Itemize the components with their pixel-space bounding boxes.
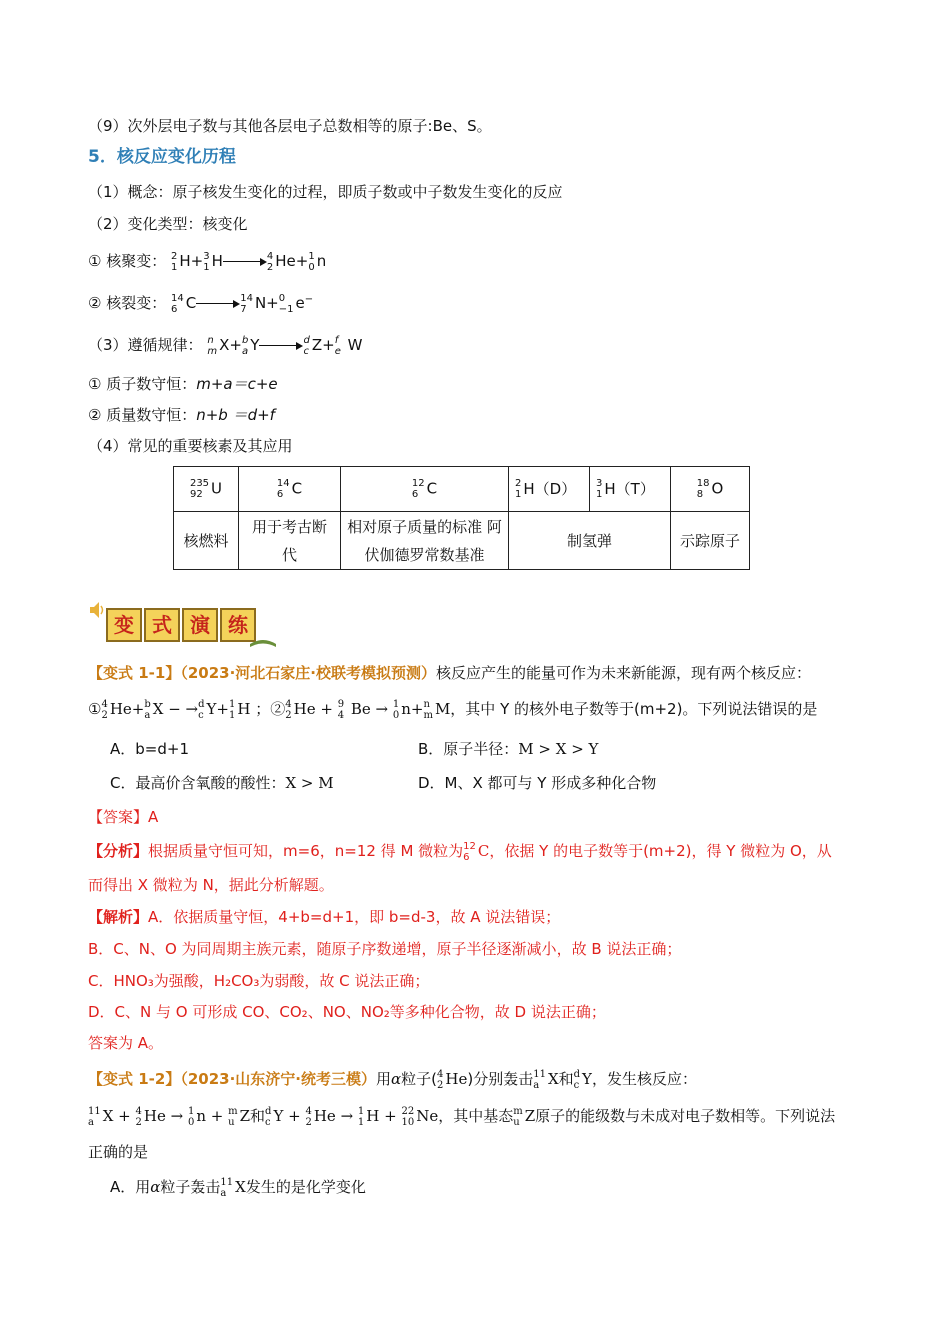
speaker-icon bbox=[88, 600, 108, 620]
variant-1-2-stem: 【变式 1-2】（2023·山东济宁·统考三模）用α粒子(4 2 He)分别轰击11 a X和d c Y，发生核反应： bbox=[88, 1068, 697, 1091]
table-cell: 用于考古断代 bbox=[239, 512, 341, 570]
v11-analysis-cont: 而得出 X 微粒为 N，据此分析解题。 bbox=[88, 876, 334, 894]
table-header-cell: 14 6 C bbox=[239, 467, 341, 512]
v11-option-c: C．最高价含氧酸的酸性：X > M bbox=[110, 774, 334, 792]
table-header-cell: 12 6 C bbox=[341, 467, 509, 512]
common-nuclides-label: （4）常见的重要核素及其应用 bbox=[88, 437, 293, 455]
v11-analysis: 【分析】根据质量守恒可知，m=6，n=12 得 M 微粒为12 6 C，依据 Y 的电子数等于(m+2)，得 Y 微粒为 O，从 bbox=[88, 840, 832, 863]
banner-char: 式 bbox=[144, 608, 180, 642]
fusion-equation: ① 核聚变： 2 1 H+3 1 H 4 2 He+1 0 n bbox=[88, 250, 327, 273]
table-cell: 制氢弹 bbox=[509, 512, 671, 570]
variant-1-1-equations: ①4 2 He+b a X − →d c Y+1 1 H ；②4 2 He + 9 4 Be → 1 0 n+n m M，其中 Y 的核外电子数等于(m+2)。下列说法错误的是 bbox=[88, 699, 818, 721]
v11-final: 答案为 A。 bbox=[88, 1034, 164, 1052]
banner-char: 练 bbox=[220, 608, 256, 642]
table-header-cell: 235 92 U bbox=[174, 467, 239, 512]
variant-1-1-stem: 【变式 1-1】（2023·河北石家庄·校联考模拟预测）核反应产生的能量可作为未来新能源，现有两个核反应： bbox=[88, 664, 811, 682]
rule-equation: （3）遵循规律： n m X+b a Y d c Z+f e W bbox=[88, 334, 363, 357]
v11-explain-a: 【解析】A．依据质量守恒，4+b=d+1，即 b=d-3，故 A 说法错误； bbox=[88, 908, 561, 926]
nuclide-table bbox=[173, 466, 750, 570]
mass-rule: ② 质量数守恒：n+b ＝d+f bbox=[88, 406, 275, 424]
table-cell: 示踪原子 bbox=[671, 512, 750, 570]
proton-rule: ① 质子数守恒：m+a＝c+e bbox=[88, 375, 278, 393]
v12-option-a: A．用α粒子轰击11 a X发生的是化学变化 bbox=[110, 1176, 366, 1199]
section-title-5: 5．核反应变化历程 bbox=[88, 147, 236, 167]
banner-char: 变 bbox=[106, 608, 142, 642]
v11-explain-d: D．C、N 与 O 可形成 CO、CO₂、NO、NO₂等多种化合物，故 D 说法正确； bbox=[88, 1003, 606, 1021]
variant-1-2-stem-end: 正确的是 bbox=[88, 1143, 149, 1161]
v11-option-b: B．原子半径：M > X > Y bbox=[418, 740, 599, 758]
table-cell: 相对原子质量的标准 阿伏伽德罗常数基准 bbox=[341, 512, 509, 570]
v11-option-d: D．M、X 都可与 Y 形成多种化合物 bbox=[418, 774, 657, 792]
types-line: （2）变化类型：核变化 bbox=[88, 215, 248, 233]
variant-1-2-equations: 11 a X + 4 2 He → 1 0 n + m u Z和d c Y + 4 2 He → 1 1 H + 22 10 Ne，其中基态m u Z原子的能级数与未成对电子数相等。下列说法 bbox=[88, 1105, 836, 1128]
table-header-cell: 18 8 O bbox=[671, 467, 750, 512]
item-9: （9）次外层电子数与其他各层电子总数相等的原子:Be、S。 bbox=[88, 117, 492, 135]
banner-char: 演 bbox=[182, 608, 218, 642]
v11-explain-c: C．HNO₃为强酸，H₂CO₃为弱酸，故 C 说法正确； bbox=[88, 972, 430, 990]
table-cell: 核燃料 bbox=[174, 512, 239, 570]
v11-option-a: A．b=d+1 bbox=[110, 740, 189, 758]
table-header-cell: 3 1 H（T） bbox=[590, 467, 671, 512]
table-header-cell: 2 1 H（D） bbox=[509, 467, 590, 512]
book-icon bbox=[248, 634, 278, 648]
v11-explain-b: B．C、N、O 为同周期主族元素，随原子序数递增，原子半径逐渐减小，故 B 说法正确； bbox=[88, 940, 682, 958]
practice-banner bbox=[88, 600, 278, 648]
v11-answer: 【答案】A bbox=[88, 808, 159, 826]
fission-equation: ② 核裂变： 14 6 C 14 7 N+0 −1 e− bbox=[88, 292, 314, 315]
concept-line: （1）概念：原子核发生变化的过程，即质子数或中子数发生变化的反应 bbox=[88, 183, 563, 201]
